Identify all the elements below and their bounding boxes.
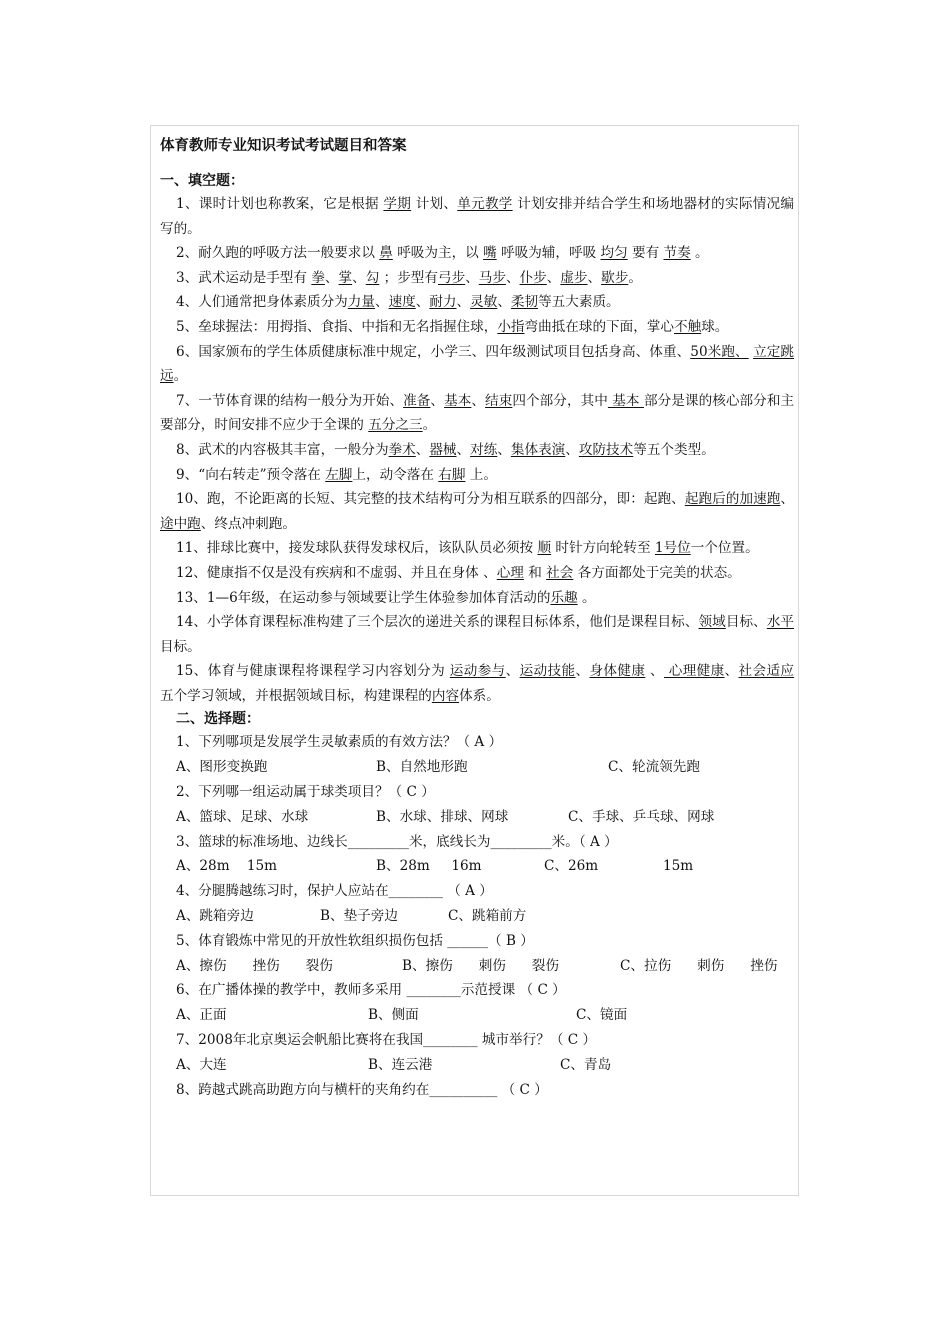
question-text: 4、人们通常把身体素质分为 <box>176 294 348 311</box>
question-text: 。 <box>422 417 437 434</box>
choice-questions <box>160 730 794 1102</box>
choice-option: A、28m 15m <box>176 858 278 875</box>
question-text: 弯曲抵在球的下面，掌心 <box>524 318 675 335</box>
answer-text: 速度 <box>388 294 416 311</box>
question-text: 各方面都处于完美的状态。 <box>573 564 741 581</box>
answer-text: 结束 <box>485 392 513 409</box>
question-text: 、 <box>587 269 602 286</box>
question-text: 体系。 <box>459 687 500 704</box>
answer-text: 马步 <box>478 269 506 286</box>
choice-option: C、26m 15m <box>544 858 694 875</box>
fill-question <box>160 487 794 536</box>
question-text: 13、1—6年级，在运动参与领域要让学生体验参加体育活动的 <box>176 589 551 606</box>
question-text: 时针方向轮转至 <box>551 540 655 557</box>
question-text: 呼吸为辅，呼吸 <box>496 245 601 262</box>
fill-question <box>160 561 794 586</box>
answer-text: 鼻 <box>379 245 393 262</box>
question-text: 、 <box>471 392 486 409</box>
answer-text: 社会适应 <box>738 663 795 680</box>
question-text: 、 <box>456 441 471 458</box>
question-text: 。 <box>577 589 596 606</box>
answer-text: 虚步 <box>560 269 588 286</box>
answer-text: 节奏 <box>663 245 691 262</box>
question-text: 6、国家颁布的学生体质健康标准中规定，小学三、四年级测试项目包括身高、体重、 <box>176 343 691 360</box>
answer-text: 对练 <box>470 441 498 458</box>
answer-text: 仆步 <box>519 269 547 286</box>
choice-question: 3、篮球的标准场地、边线长_________米，底线长为_________米。（ A ） <box>176 833 618 850</box>
question-text: 。 <box>690 245 709 262</box>
question-text: 计划安排并结合学生和场地器材的实际情况编写的。 <box>160 196 795 237</box>
choice-question: 2、下列哪一组运动属于球类项目？（ C ） <box>176 784 435 801</box>
question-text: 一个位置。 <box>690 540 759 557</box>
choice-question: 6、在广播体操的教学中，教师多采用 ________示范授课 （ C ） <box>176 982 566 999</box>
fill-question <box>160 586 794 611</box>
answer-text: 基本 <box>607 392 644 409</box>
answer-text: 左脚 <box>325 466 353 483</box>
choice-option: A、跳箱旁边 <box>176 908 254 925</box>
choice-options <box>160 1003 794 1028</box>
answer-text: 拳 <box>311 269 325 286</box>
question-text: 14、小学体育课程标准构建了三个层次的递进关系的课程目标体系，他们是课程目标、 <box>176 614 699 631</box>
answer-text: 运动技能 <box>519 663 576 680</box>
answer-text: 1号位 <box>654 540 691 557</box>
question-text: 、 <box>575 663 590 680</box>
choice-question: 4、分腿腾越练习时，保护人应站在________ （ A ） <box>176 883 493 900</box>
choice-options <box>160 805 794 830</box>
question-text: 。 <box>173 368 188 385</box>
question-text: 四个部分，其中 <box>512 392 608 409</box>
question-text: 、 <box>505 663 520 680</box>
answer-text: 力量 <box>347 294 375 311</box>
choice-option: C、跳箱前方 <box>448 908 527 925</box>
choice-option: B、侧面 <box>368 1007 419 1024</box>
question-text: 、 <box>415 294 430 311</box>
choice-option: A、图形变换跑 <box>176 759 268 776</box>
question-text: 等五大素质。 <box>538 294 620 311</box>
choice-question: 8、跨越式跳高助跑方向与横杆的夹角约在__________ （ C ） <box>176 1081 548 1098</box>
answer-text: 途中跑 <box>160 515 201 532</box>
question-text: 目标。 <box>160 638 201 655</box>
answer-text: 勾 <box>365 269 380 286</box>
question-text: 、 <box>324 269 339 286</box>
choice-option: A、擦伤 挫伤 裂伤 <box>176 957 333 974</box>
choice-option: A、正面 <box>176 1007 227 1024</box>
answer-text: 掌 <box>338 269 353 286</box>
choice-option: C、手球、乒乓球、网球 <box>568 808 715 825</box>
question-text: 11、排球比赛中，接发球队获得发球权后，该队队员必须按 <box>176 540 538 557</box>
answer-text: 水平 <box>766 614 795 631</box>
fill-question <box>160 536 794 561</box>
fill-question <box>160 659 794 708</box>
answer-text: 攻防技术 <box>578 441 634 458</box>
answer-text: 右脚 <box>438 466 466 483</box>
answer-text: 乐趣 <box>550 589 578 606</box>
question-text: 、 <box>497 441 511 458</box>
question-text: ；步型有 <box>379 269 438 286</box>
question-text: 15、体育与健康课程将课程学习内容划分为 <box>176 663 450 680</box>
question-text: 1、课时计划也称教案，它是根据 <box>176 196 384 212</box>
question-text: 10、跑，不论距离的长短、其完整的技术结构可分为相互联系的四部分，即：起跑、 <box>176 491 685 508</box>
question-text: 。 <box>628 269 642 286</box>
question-text: 目标、 <box>725 614 767 631</box>
question-text: 12、健康指不仅是没有疾病和不虚弱、并且在身体 、 <box>176 564 497 581</box>
choice-option: B、28m 16m <box>376 858 482 875</box>
question-text: 呼吸为主，以 <box>392 245 484 262</box>
answer-text: 拳术 <box>388 441 416 458</box>
question-text: 、 <box>497 294 511 311</box>
document-title: 体育教师专业知识考试考试题目和答案 <box>160 138 407 154</box>
answer-text: 学期 <box>383 196 412 212</box>
choice-option: C、拉伤 刺伤 挫伤 <box>620 957 778 974</box>
fill-question <box>160 463 794 488</box>
question-text: 、 <box>430 392 445 409</box>
question-text: 、 <box>456 294 471 311</box>
document-page <box>150 125 799 1196</box>
question-text: 要有 <box>627 245 664 262</box>
fill-question <box>160 315 794 340</box>
choice-option: C、轮流领先跑 <box>608 759 700 776</box>
choice-option: C、青岛 <box>560 1056 612 1073</box>
choice-options <box>160 1053 794 1078</box>
answer-text: 50米跑、 <box>690 343 749 360</box>
choice-options <box>160 904 794 929</box>
answer-text: 领域 <box>698 614 726 631</box>
answer-text: 耐力 <box>429 294 457 311</box>
answer-text: 嘴 <box>483 245 497 262</box>
answer-text: 均匀 <box>600 245 628 262</box>
question-text: 、 <box>374 294 389 311</box>
choice-option: A、大连 <box>176 1056 227 1073</box>
answer-text: 运动参与 <box>449 663 506 680</box>
answer-text: 歇步 <box>601 269 629 286</box>
answer-text: 弓步 <box>438 269 466 286</box>
choice-question: 5、体育锻炼中常见的开放性软组织损伤包括 ______（ B ） <box>176 932 534 949</box>
answer-text: 内容 <box>431 687 460 704</box>
question-text: 9、“向右转走”预令落在 <box>176 466 326 483</box>
question-text: 8、武术的内容极其丰富，一般分为 <box>176 441 389 458</box>
fill-question <box>160 241 794 266</box>
question-text: 五个学习领域，并根据领域目标，构建课程的 <box>160 687 432 704</box>
choice-option: B、自然地形跑 <box>376 759 468 776</box>
answer-text: 准备 <box>403 392 431 409</box>
question-text: 、 <box>645 663 664 680</box>
answer-text: 顺 <box>537 540 552 557</box>
fill-question <box>160 290 794 315</box>
question-text: 上。 <box>465 466 497 483</box>
fill-question <box>160 389 794 438</box>
fill-in-questions <box>160 192 794 708</box>
question-text: 等五个类型。 <box>633 441 715 458</box>
choice-question: 7、2008年北京奥运会帆船比赛将在我国________ 城市举行？（ C ） <box>176 1032 597 1049</box>
choice-option: B、水球、排球、网球 <box>376 808 509 825</box>
question-text: 3、武术运动是手型有 <box>176 269 312 286</box>
answer-text: 身体健康 <box>589 663 646 680</box>
answer-text: 柔韧 <box>510 294 539 311</box>
fill-question <box>160 192 794 241</box>
question-text: 7、一节体育课的结构一般分为开始、 <box>176 392 404 409</box>
question-text: 、 <box>724 663 739 680</box>
answer-text: 灵敏 <box>470 294 498 311</box>
choice-question: 1、下列哪项是发展学生灵敏素质的有效方法？（ A ） <box>176 734 503 751</box>
question-text: 上，动令落在 <box>352 466 439 483</box>
choice-options <box>160 954 794 979</box>
fill-question <box>160 610 794 659</box>
choice-option: B、连云港 <box>368 1056 433 1073</box>
question-text: 2、耐久跑的呼吸方法一般要求以 <box>176 245 380 262</box>
fill-question <box>160 340 794 389</box>
section-heading-choice: 二、选择题： <box>176 711 260 728</box>
question-text: 球。 <box>701 318 729 335</box>
question-text: 、 <box>415 441 430 458</box>
document-body <box>160 134 794 1102</box>
question-text: 、 <box>505 269 520 286</box>
answer-text: 心理 <box>496 564 524 581</box>
answer-text: 五分之三 <box>368 417 423 434</box>
question-text: 、终点冲刺跑。 <box>200 515 296 532</box>
answer-text: 小指 <box>497 318 525 335</box>
answer-text: 器械 <box>429 441 457 458</box>
question-text: 、 <box>465 269 479 286</box>
answer-text: 心理健康 <box>664 663 725 680</box>
choice-option: A、篮球、足球、水球 <box>176 808 309 825</box>
choice-options <box>160 854 794 879</box>
question-text: 和 <box>523 564 547 581</box>
answer-text: 立定跳远 <box>160 343 795 385</box>
answer-text: 社会 <box>546 564 574 581</box>
answer-text: 集体表演 <box>510 441 566 458</box>
choice-option: B、擦伤 刺伤 裂伤 <box>402 957 559 974</box>
question-text: 、 <box>565 441 579 458</box>
fill-question <box>160 438 794 463</box>
question-text: 5、垒球握法：用拇指、食指、中指和无名指握住球， <box>176 318 498 335</box>
question-text: 、 <box>780 491 795 508</box>
answer-text: 基本 <box>444 392 472 409</box>
question-text: 计划、 <box>411 196 458 212</box>
question-text: 、 <box>546 269 561 286</box>
choice-options <box>160 755 794 780</box>
answer-text: 不触 <box>674 318 702 335</box>
answer-text: 起跑后的加速跑 <box>684 491 781 508</box>
section-heading-fill: 一、填空题： <box>160 173 244 189</box>
question-text: 、 <box>352 269 366 286</box>
choice-option: B、垫子旁边 <box>320 908 398 925</box>
question-text: 部分是课的核心部分和主要部分，时间安排不应少于全课的 <box>160 392 795 434</box>
choice-option: C、镜面 <box>576 1007 628 1024</box>
answer-text: 单元教学 <box>457 196 513 212</box>
fill-question <box>160 266 794 291</box>
